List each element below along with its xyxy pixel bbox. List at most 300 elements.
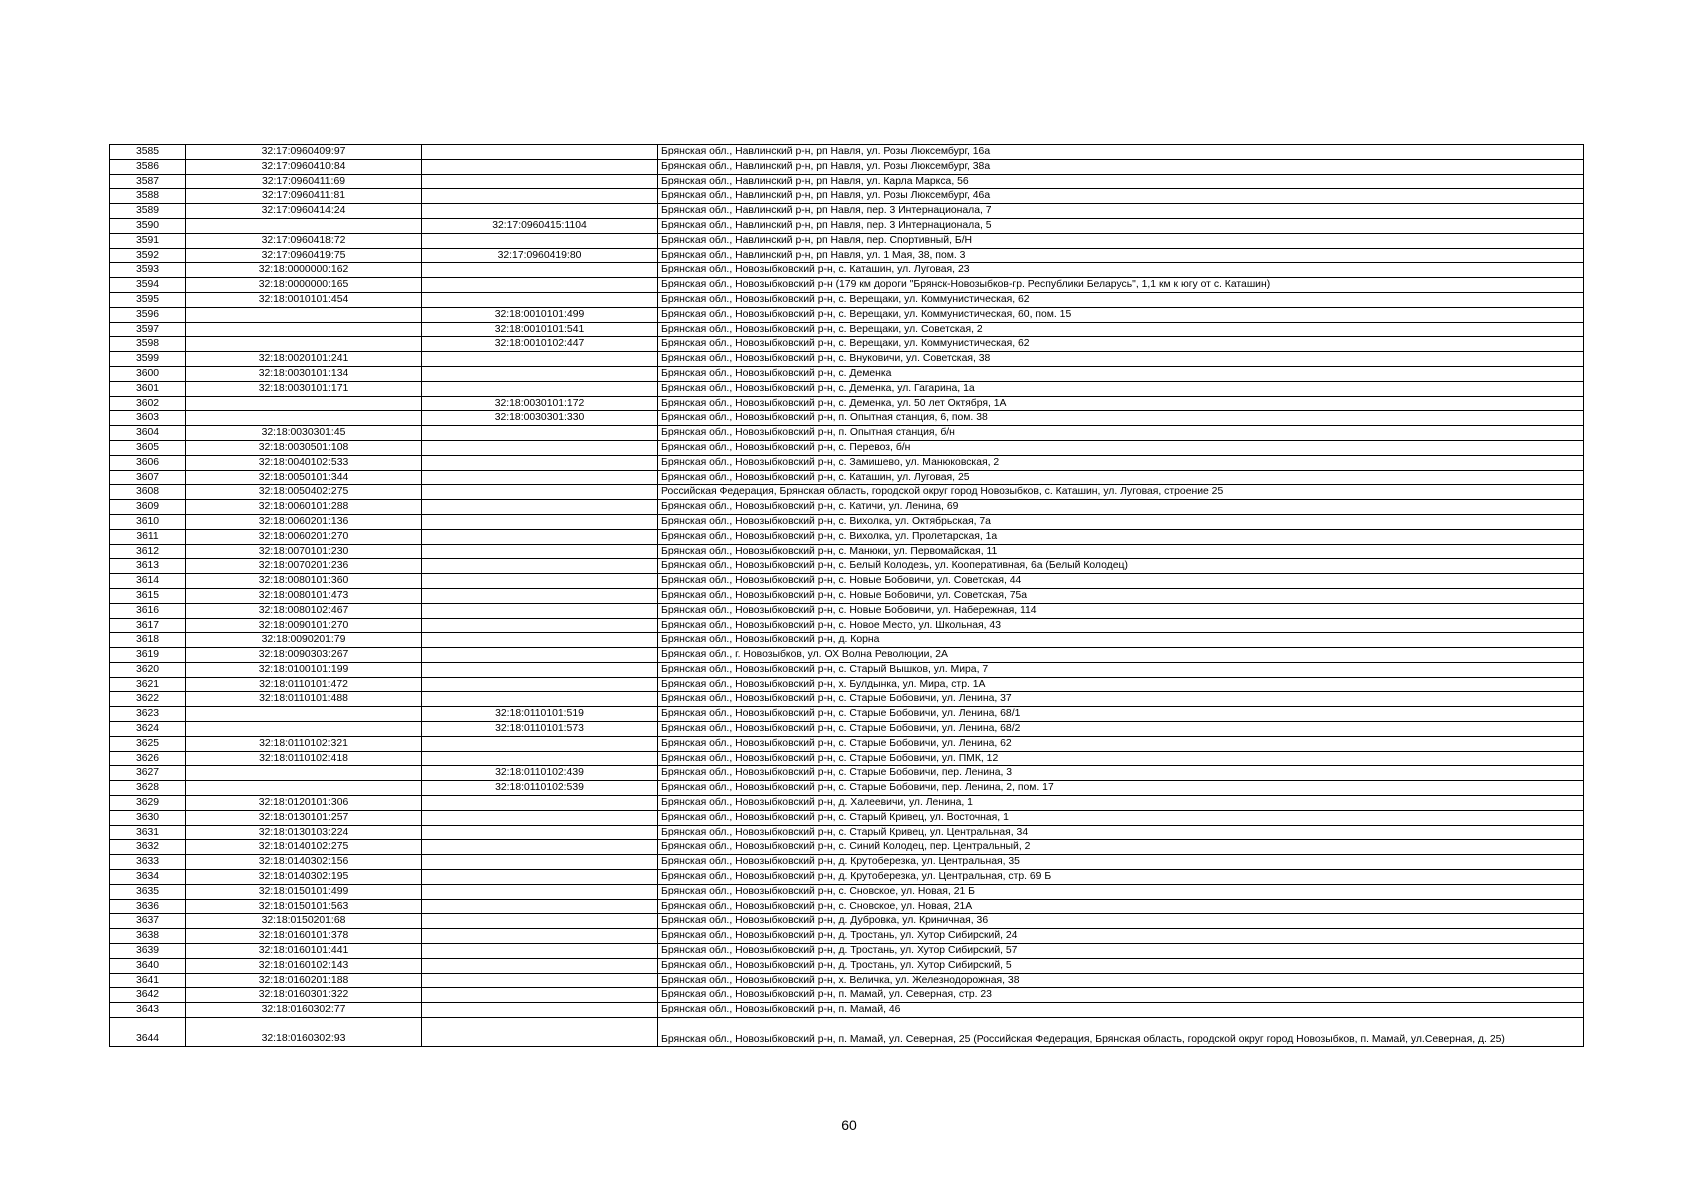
cadastral-number-cell: 32:18:0100101:199 xyxy=(186,662,422,677)
row-number-cell: 3598 xyxy=(110,337,186,352)
address-cell: Брянская обл., Новозыбковский р-н, с. Деменка, ул. Гагарина, 1а xyxy=(658,381,1584,396)
cadastral-number-cell: 32:17:0960410:84 xyxy=(186,159,422,174)
table-row xyxy=(110,944,1584,959)
address-cell: Брянская обл., Новозыбковский р-н, с. Старые Бобовичи, пер. Ленина, 2, пом. 17 xyxy=(658,781,1584,796)
address-cell: Брянская обл., Навлинский р-н, рп Навля, ул. Розы Люксембург, 16а xyxy=(658,145,1584,160)
table-row xyxy=(110,455,1584,470)
row-number-cell: 3599 xyxy=(110,352,186,367)
cadastral-number-cell xyxy=(186,337,422,352)
table-row xyxy=(110,514,1584,529)
cadastral-number-2-cell xyxy=(422,174,658,189)
cadastral-number-2-cell xyxy=(422,204,658,219)
address-cell: Брянская обл., Новозыбковский р-н, с. Старые Бобовичи, ул. Ленина, 37 xyxy=(658,692,1584,707)
row-number-cell: 3635 xyxy=(110,884,186,899)
row-number-cell: 3642 xyxy=(110,988,186,1003)
cadastral-number-cell xyxy=(186,707,422,722)
address-cell: Брянская обл., Новозыбковский р-н, с. Верещаки, ул. Советская, 2 xyxy=(658,322,1584,337)
address-cell: Брянская обл., Навлинский р-н, рп Навля, пер. Спортивный, Б/Н xyxy=(658,233,1584,248)
address-cell: Брянская обл., Новозыбковский р-н, с. Старые Бобовичи, пер. Ленина, 3 xyxy=(658,766,1584,781)
table-row xyxy=(110,159,1584,174)
cadastral-number-2-cell xyxy=(422,899,658,914)
row-number-cell: 3590 xyxy=(110,218,186,233)
address-cell: Брянская обл., Новозыбковский р-н, д. Крутоберезка, ул. Центральная, стр. 69 Б xyxy=(658,870,1584,885)
table-row xyxy=(110,810,1584,825)
table-row xyxy=(110,914,1584,929)
cadastral-number-2-cell xyxy=(422,352,658,367)
table-row xyxy=(110,470,1584,485)
cadastral-number-cell: 32:18:0160302:93 xyxy=(186,1018,422,1047)
row-number-cell: 3611 xyxy=(110,529,186,544)
table-row xyxy=(110,189,1584,204)
cadastral-number-2-cell xyxy=(422,870,658,885)
address-cell: Брянская обл., Новозыбковский р-н (179 км дороги "Брянск-Новозыбков-гр. Республики Беларусь", 1,1 км к югу от с. Каташин) xyxy=(658,278,1584,293)
cadastral-number-2-cell xyxy=(422,810,658,825)
address-cell: Брянская обл., Новозыбковский р-н, с. Белый Колодезь, ул. Кооперативная, 6а (Белый Колодец) xyxy=(658,559,1584,574)
address-cell: Брянская обл., Новозыбковский р-н, с. Синий Колодец, пер. Центральный, 2 xyxy=(658,840,1584,855)
cadastral-number-cell: 32:18:0130101:257 xyxy=(186,810,422,825)
cadastral-number-cell: 32:18:0160101:378 xyxy=(186,929,422,944)
row-number-cell: 3629 xyxy=(110,796,186,811)
cadastral-number-2-cell xyxy=(422,500,658,515)
table-row xyxy=(110,692,1584,707)
address-cell: Брянская обл., Новозыбковский р-н, д. Тростань, ул. Хутор Сибирский, 5 xyxy=(658,958,1584,973)
address-cell: Брянская обл., Новозыбковский р-н, п. Мамай, 46 xyxy=(658,1003,1584,1018)
address-cell: Брянская обл., Новозыбковский р-н, с. Замишево, ул. Манюковская, 2 xyxy=(658,455,1584,470)
address-cell: Брянская обл., Новозыбковский р-н, с. Деменка, ул. 50 лет Октября, 1А xyxy=(658,396,1584,411)
row-number-cell: 3597 xyxy=(110,322,186,337)
cadastral-number-2-cell xyxy=(422,988,658,1003)
cadastral-number-cell: 32:18:0060201:136 xyxy=(186,514,422,529)
cadastral-number-cell: 32:18:0150201:68 xyxy=(186,914,422,929)
cadastral-number-2-cell: 32:18:0010102:447 xyxy=(422,337,658,352)
row-number-cell: 3607 xyxy=(110,470,186,485)
cadastral-number-2-cell: 32:17:0960419:80 xyxy=(422,248,658,263)
cadastral-number-2-cell: 32:17:0960415:1104 xyxy=(422,218,658,233)
row-number-cell: 3592 xyxy=(110,248,186,263)
cadastral-number-cell: 32:18:0110102:418 xyxy=(186,751,422,766)
table-row xyxy=(110,218,1584,233)
cadastral-number-cell: 32:17:0960418:72 xyxy=(186,233,422,248)
row-number-cell: 3641 xyxy=(110,973,186,988)
cadastral-number-2-cell: 32:18:0110101:519 xyxy=(422,707,658,722)
row-number-cell: 3605 xyxy=(110,440,186,455)
address-cell: Брянская обл., Новозыбковский р-н, с. Перевоз, б/н xyxy=(658,440,1584,455)
address-cell: Брянская обл., Новозыбковский р-н, с. Старый Кривец, ул. Центральная, 34 xyxy=(658,825,1584,840)
table-row xyxy=(110,381,1584,396)
table-row xyxy=(110,559,1584,574)
cadastral-number-2-cell xyxy=(422,366,658,381)
row-number-cell: 3633 xyxy=(110,855,186,870)
cadastral-number-cell: 32:18:0030501:108 xyxy=(186,440,422,455)
table-row xyxy=(110,263,1584,278)
address-cell: Брянская обл., Новозыбковский р-н, д. Корна xyxy=(658,633,1584,648)
row-number-cell: 3594 xyxy=(110,278,186,293)
address-cell: Брянская обл., Новозыбковский р-н, с. Старые Бобовичи, ул. Ленина, 68/2 xyxy=(658,722,1584,737)
cadastral-number-cell: 32:18:0160201:188 xyxy=(186,973,422,988)
row-number-cell: 3621 xyxy=(110,677,186,692)
cadastral-number-cell: 32:18:0090303:267 xyxy=(186,648,422,663)
cadastral-number-cell xyxy=(186,781,422,796)
table-row xyxy=(110,500,1584,515)
cadastral-number-cell: 32:18:0110101:472 xyxy=(186,677,422,692)
row-number-cell: 3588 xyxy=(110,189,186,204)
cadastral-number-2-cell xyxy=(422,470,658,485)
cadastral-number-cell: 32:18:0020101:241 xyxy=(186,352,422,367)
address-cell: Брянская обл., Новозыбковский р-н, с. Верещаки, ул. Коммунистическая, 62 xyxy=(658,337,1584,352)
address-cell: Брянская обл., Навлинский р-н, рп Навля, ул. Розы Люксембург, 38а xyxy=(658,159,1584,174)
cadastral-number-cell: 32:18:0120101:306 xyxy=(186,796,422,811)
table-row xyxy=(110,307,1584,322)
address-cell: Брянская обл., Новозыбковский р-н, с. Деменка xyxy=(658,366,1584,381)
row-number-cell: 3612 xyxy=(110,544,186,559)
cadastral-number-cell xyxy=(186,411,422,426)
cadastral-number-2-cell xyxy=(422,233,658,248)
cadastral-number-cell: 32:18:0140102:275 xyxy=(186,840,422,855)
table-body xyxy=(110,145,1584,1047)
row-number-cell: 3596 xyxy=(110,307,186,322)
address-cell: Брянская обл., Новозыбковский р-н, п. Мамай, ул. Северная, 25 (Российская Федерация, Брянская область, городской округ город Новозыбков, п. Мамай, ул.Северная, д. 25) xyxy=(658,1018,1584,1047)
row-number-cell: 3624 xyxy=(110,722,186,737)
row-number-cell: 3632 xyxy=(110,840,186,855)
address-cell: Брянская обл., Новозыбковский р-н, д. Тростань, ул. Хутор Сибирский, 57 xyxy=(658,944,1584,959)
cadastral-number-2-cell xyxy=(422,973,658,988)
row-number-cell: 3601 xyxy=(110,381,186,396)
address-cell: Брянская обл., Навлинский р-н, рп Навля, ул. 1 Мая, 38, пом. 3 xyxy=(658,248,1584,263)
cadastral-number-2-cell xyxy=(422,1018,658,1047)
row-number-cell: 3613 xyxy=(110,559,186,574)
cadastral-number-cell xyxy=(186,766,422,781)
table-row xyxy=(110,174,1584,189)
cadastral-number-cell: 32:18:0150101:563 xyxy=(186,899,422,914)
table-row xyxy=(110,588,1584,603)
cadastral-number-cell: 32:18:0080101:360 xyxy=(186,574,422,589)
cadastral-number-2-cell xyxy=(422,145,658,160)
cadastral-number-cell: 32:18:0140302:156 xyxy=(186,855,422,870)
cadastral-number-2-cell xyxy=(422,559,658,574)
table-row xyxy=(110,278,1584,293)
cadastral-number-2-cell xyxy=(422,958,658,973)
row-number-cell: 3627 xyxy=(110,766,186,781)
cadastral-number-cell xyxy=(186,322,422,337)
table-row xyxy=(110,396,1584,411)
cadastral-number-cell: 32:18:0010101:454 xyxy=(186,292,422,307)
table-row xyxy=(110,781,1584,796)
row-number-cell: 3604 xyxy=(110,426,186,441)
cadastral-number-2-cell xyxy=(422,914,658,929)
address-cell: Брянская обл., Новозыбковский р-н, с. Верещаки, ул. Коммунистическая, 60, пом. 15 xyxy=(658,307,1584,322)
table-row xyxy=(110,929,1584,944)
table-row xyxy=(110,633,1584,648)
table-row xyxy=(110,958,1584,973)
cadastral-number-cell xyxy=(186,307,422,322)
cadastral-number-2-cell xyxy=(422,692,658,707)
table-row xyxy=(110,204,1584,219)
table-row xyxy=(110,322,1584,337)
cadastral-number-2-cell xyxy=(422,588,658,603)
table-row xyxy=(110,618,1584,633)
address-cell: Брянская обл., Навлинский р-н, рп Навля, ул. Розы Люксембург, 46а xyxy=(658,189,1584,204)
address-cell: Брянская обл., Новозыбковский р-н, с. Сновское, ул. Новая, 21А xyxy=(658,899,1584,914)
row-number-cell: 3626 xyxy=(110,751,186,766)
address-cell: Брянская обл., Новозыбковский р-н, д. Халеевичи, ул. Ленина, 1 xyxy=(658,796,1584,811)
cadastral-number-cell: 32:18:0060201:270 xyxy=(186,529,422,544)
row-number-cell: 3644 xyxy=(110,1018,186,1047)
cadastral-number-2-cell xyxy=(422,529,658,544)
cadastral-number-2-cell xyxy=(422,514,658,529)
row-number-cell: 3606 xyxy=(110,455,186,470)
cadastral-number-cell: 32:18:0160301:322 xyxy=(186,988,422,1003)
cadastral-number-2-cell xyxy=(422,426,658,441)
cadastral-number-2-cell xyxy=(422,485,658,500)
address-cell: Брянская обл., Новозыбковский р-н, с. Старые Бобовичи, ул. Ленина, 68/1 xyxy=(658,707,1584,722)
row-number-cell: 3587 xyxy=(110,174,186,189)
address-cell: Брянская обл., Навлинский р-н, рп Навля, пер. 3 Интернационала, 5 xyxy=(658,218,1584,233)
address-cell: Брянская обл., Новозыбковский р-н, п. Мамай, ул. Северная, стр. 23 xyxy=(658,988,1584,1003)
table-row xyxy=(110,1018,1584,1047)
table-row xyxy=(110,855,1584,870)
cadastral-number-cell: 32:18:0130103:224 xyxy=(186,825,422,840)
row-number-cell: 3623 xyxy=(110,707,186,722)
table-row xyxy=(110,426,1584,441)
table-row xyxy=(110,603,1584,618)
row-number-cell: 3631 xyxy=(110,825,186,840)
row-number-cell: 3589 xyxy=(110,204,186,219)
cadastral-number-2-cell: 32:18:0110101:573 xyxy=(422,722,658,737)
table-row xyxy=(110,145,1584,160)
cadastral-number-cell xyxy=(186,722,422,737)
cadastral-number-2-cell xyxy=(422,440,658,455)
cadastral-number-2-cell xyxy=(422,455,658,470)
row-number-cell: 3585 xyxy=(110,145,186,160)
cadastral-number-cell: 32:18:0160302:77 xyxy=(186,1003,422,1018)
table-row xyxy=(110,870,1584,885)
address-cell: Брянская обл., Новозыбковский р-н, с. Вихолка, ул. Октябрьская, 7а xyxy=(658,514,1584,529)
table-row xyxy=(110,366,1584,381)
row-number-cell: 3602 xyxy=(110,396,186,411)
cadastral-number-cell: 32:17:0960411:81 xyxy=(186,189,422,204)
table-row xyxy=(110,529,1584,544)
row-number-cell: 3619 xyxy=(110,648,186,663)
row-number-cell: 3630 xyxy=(110,810,186,825)
row-number-cell: 3643 xyxy=(110,1003,186,1018)
cadastral-number-cell xyxy=(186,218,422,233)
cadastral-number-cell: 32:17:0960414:24 xyxy=(186,204,422,219)
table-row xyxy=(110,337,1584,352)
table-row xyxy=(110,736,1584,751)
cadastral-number-cell: 32:17:0960419:75 xyxy=(186,248,422,263)
cadastral-number-cell: 32:17:0960409:97 xyxy=(186,145,422,160)
table-row xyxy=(110,796,1584,811)
cadastral-number-2-cell xyxy=(422,855,658,870)
cadastral-number-2-cell xyxy=(422,263,658,278)
address-cell: Брянская обл., Новозыбковский р-н, п. Опытная станция, б/н xyxy=(658,426,1584,441)
cadastral-number-2-cell xyxy=(422,944,658,959)
table-row xyxy=(110,988,1584,1003)
address-cell: Брянская обл., Новозыбковский р-н, с. Манюки, ул. Первомайская, 11 xyxy=(658,544,1584,559)
address-cell: Брянская обл., Новозыбковский р-н, с. Каташин, ул. Луговая, 23 xyxy=(658,263,1584,278)
table-row xyxy=(110,722,1584,737)
cadastral-number-2-cell xyxy=(422,662,658,677)
address-cell: Брянская обл., Новозыбковский р-н, с. Новые Бобовичи, ул. Советская, 44 xyxy=(658,574,1584,589)
row-number-cell: 3608 xyxy=(110,485,186,500)
cadastral-number-cell: 32:18:0090101:270 xyxy=(186,618,422,633)
table-row xyxy=(110,766,1584,781)
cadastral-number-cell: 32:18:0070201:236 xyxy=(186,559,422,574)
cadastral-number-2-cell xyxy=(422,840,658,855)
row-number-cell: 3614 xyxy=(110,574,186,589)
table-row xyxy=(110,677,1584,692)
cadastral-number-2-cell xyxy=(422,603,658,618)
row-number-cell: 3603 xyxy=(110,411,186,426)
address-cell: Брянская обл., Навлинский р-н, рп Навля, ул. Карла Маркса, 56 xyxy=(658,174,1584,189)
table-row xyxy=(110,707,1584,722)
cadastral-number-2-cell xyxy=(422,929,658,944)
cadastral-number-cell: 32:18:0060101:288 xyxy=(186,500,422,515)
address-cell: Брянская обл., Новозыбковский р-н, с. Старый Кривец, ул. Восточная, 1 xyxy=(658,810,1584,825)
table-row xyxy=(110,485,1584,500)
cadastral-number-2-cell xyxy=(422,1003,658,1018)
table-row xyxy=(110,825,1584,840)
address-cell: Брянская обл., г. Новозыбков, ул. ОХ Волна Революции, 2А xyxy=(658,648,1584,663)
table-row xyxy=(110,574,1584,589)
table-row xyxy=(110,840,1584,855)
cadastral-number-2-cell xyxy=(422,796,658,811)
cadastral-number-2-cell xyxy=(422,189,658,204)
cadastral-number-cell: 32:18:0050101:344 xyxy=(186,470,422,485)
cadastral-number-2-cell: 32:18:0110102:439 xyxy=(422,766,658,781)
address-cell: Брянская обл., Новозыбковский р-н, с. Старые Бобовичи, ул. Ленина, 62 xyxy=(658,736,1584,751)
row-number-cell: 3628 xyxy=(110,781,186,796)
cadastral-number-cell: 32:18:0140302:195 xyxy=(186,870,422,885)
row-number-cell: 3639 xyxy=(110,944,186,959)
cadastral-number-cell: 32:18:0160102:143 xyxy=(186,958,422,973)
address-cell: Брянская обл., Новозыбковский р-н, с. Новые Бобовичи, ул. Советская, 75а xyxy=(658,588,1584,603)
row-number-cell: 3638 xyxy=(110,929,186,944)
address-cell: Брянская обл., Новозыбковский р-н, х. Величка, ул. Железнодорожная, 38 xyxy=(658,973,1584,988)
address-cell: Брянская обл., Новозыбковский р-н, д. Дубровка, ул. Криничная, 36 xyxy=(658,914,1584,929)
cadastral-number-cell: 32:18:0030301:45 xyxy=(186,426,422,441)
address-cell: Брянская обл., Новозыбковский р-н, с. Новые Бобовичи, ул. Набережная, 114 xyxy=(658,603,1584,618)
row-number-cell: 3616 xyxy=(110,603,186,618)
cadastral-number-2-cell: 32:18:0110102:539 xyxy=(422,781,658,796)
cadastral-number-2-cell xyxy=(422,884,658,899)
row-number-cell: 3593 xyxy=(110,263,186,278)
address-cell: Брянская обл., Новозыбковский р-н, д. Тростань, ул. Хутор Сибирский, 24 xyxy=(658,929,1584,944)
row-number-cell: 3617 xyxy=(110,618,186,633)
row-number-cell: 3620 xyxy=(110,662,186,677)
address-cell: Брянская обл., Новозыбковский р-н, д. Крутоберезка, ул. Центральная, 35 xyxy=(658,855,1584,870)
address-cell: Брянская обл., Новозыбковский р-н, с. Каташин, ул. Луговая, 25 xyxy=(658,470,1584,485)
cadastral-number-cell: 32:18:0030101:134 xyxy=(186,366,422,381)
address-cell: Брянская обл., Новозыбковский р-н, с. Сновское, ул. Новая, 21 Б xyxy=(658,884,1584,899)
cadastral-number-cell xyxy=(186,396,422,411)
cadastral-number-2-cell xyxy=(422,574,658,589)
cadastral-number-cell: 32:18:0150101:499 xyxy=(186,884,422,899)
cadastral-number-2-cell xyxy=(422,159,658,174)
address-cell: Брянская обл., Новозыбковский р-н, п. Опытная станция, 6, пом. 38 xyxy=(658,411,1584,426)
cadastral-number-2-cell xyxy=(422,677,658,692)
address-cell: Брянская обл., Новозыбковский р-н, с. Внуковичи, ул. Советская, 38 xyxy=(658,352,1584,367)
cadastral-number-2-cell xyxy=(422,751,658,766)
row-number-cell: 3622 xyxy=(110,692,186,707)
cadastral-number-cell: 32:18:0080102:467 xyxy=(186,603,422,618)
cadastral-number-2-cell xyxy=(422,825,658,840)
cadastral-number-cell: 32:18:0050402:275 xyxy=(186,485,422,500)
row-number-cell: 3634 xyxy=(110,870,186,885)
row-number-cell: 3618 xyxy=(110,633,186,648)
table-row xyxy=(110,352,1584,367)
row-number-cell: 3640 xyxy=(110,958,186,973)
cadastral-number-2-cell: 32:18:0010101:499 xyxy=(422,307,658,322)
table-row xyxy=(110,884,1584,899)
row-number-cell: 3615 xyxy=(110,588,186,603)
cadastral-number-2-cell xyxy=(422,278,658,293)
row-number-cell: 3586 xyxy=(110,159,186,174)
table-row xyxy=(110,899,1584,914)
cadastral-number-cell: 32:18:0110102:321 xyxy=(186,736,422,751)
row-number-cell: 3610 xyxy=(110,514,186,529)
cadastral-number-2-cell xyxy=(422,648,658,663)
property-table xyxy=(109,144,1584,1047)
table-row xyxy=(110,411,1584,426)
cadastral-number-cell: 32:18:0080101:473 xyxy=(186,588,422,603)
address-cell: Российская Федерация, Брянская область, городской округ город Новозыбков, с. Каташин, ул. Луговая, строение 25 xyxy=(658,485,1584,500)
cadastral-number-cell: 32:18:0090201:79 xyxy=(186,633,422,648)
table-row xyxy=(110,440,1584,455)
row-number-cell: 3637 xyxy=(110,914,186,929)
table-row xyxy=(110,662,1584,677)
cadastral-number-2-cell xyxy=(422,381,658,396)
table-row xyxy=(110,1003,1584,1018)
cadastral-number-2-cell: 32:18:0030301:330 xyxy=(422,411,658,426)
table-row xyxy=(110,292,1584,307)
table-row xyxy=(110,233,1584,248)
address-cell: Брянская обл., Навлинский р-н, рп Навля, пер. 3 Интернационала, 7 xyxy=(658,204,1584,219)
address-cell: Брянская обл., Новозыбковский р-н, с. Вихолка, ул. Пролетарская, 1а xyxy=(658,529,1584,544)
cadastral-number-2-cell xyxy=(422,292,658,307)
cadastral-number-2-cell: 32:18:0030101:172 xyxy=(422,396,658,411)
row-number-cell: 3636 xyxy=(110,899,186,914)
table-row xyxy=(110,248,1584,263)
cadastral-number-2-cell xyxy=(422,633,658,648)
cadastral-number-2-cell xyxy=(422,618,658,633)
cadastral-number-cell: 32:18:0040102:533 xyxy=(186,455,422,470)
cadastral-number-cell: 32:18:0000000:162 xyxy=(186,263,422,278)
row-number-cell: 3595 xyxy=(110,292,186,307)
table-row xyxy=(110,751,1584,766)
table-row xyxy=(110,544,1584,559)
address-cell: Брянская обл., Новозыбковский р-н, с. Новое Место, ул. Школьная, 43 xyxy=(658,618,1584,633)
address-cell: Брянская обл., Новозыбковский р-н, с. Старый Вышков, ул. Мира, 7 xyxy=(658,662,1584,677)
row-number-cell: 3591 xyxy=(110,233,186,248)
table-row xyxy=(110,648,1584,663)
row-number-cell: 3609 xyxy=(110,500,186,515)
cadastral-number-cell: 32:18:0110101:488 xyxy=(186,692,422,707)
row-number-cell: 3625 xyxy=(110,736,186,751)
cadastral-number-cell: 32:18:0160101:441 xyxy=(186,944,422,959)
address-cell: Брянская обл., Новозыбковский р-н, с. Старые Бобовичи, ул. ПМК, 12 xyxy=(658,751,1584,766)
cadastral-number-2-cell xyxy=(422,544,658,559)
address-cell: Брянская обл., Новозыбковский р-н, с. Катичи, ул. Ленина, 69 xyxy=(658,500,1584,515)
cadastral-number-cell: 32:17:0960411:69 xyxy=(186,174,422,189)
cadastral-number-2-cell xyxy=(422,736,658,751)
table-row xyxy=(110,973,1584,988)
cadastral-number-cell: 32:18:0070101:230 xyxy=(186,544,422,559)
address-cell: Брянская обл., Новозыбковский р-н, х. Булдынка, ул. Мира, стр. 1А xyxy=(658,677,1584,692)
row-number-cell: 3600 xyxy=(110,366,186,381)
cadastral-number-cell: 32:18:0000000:165 xyxy=(186,278,422,293)
cadastral-number-2-cell: 32:18:0010101:541 xyxy=(422,322,658,337)
